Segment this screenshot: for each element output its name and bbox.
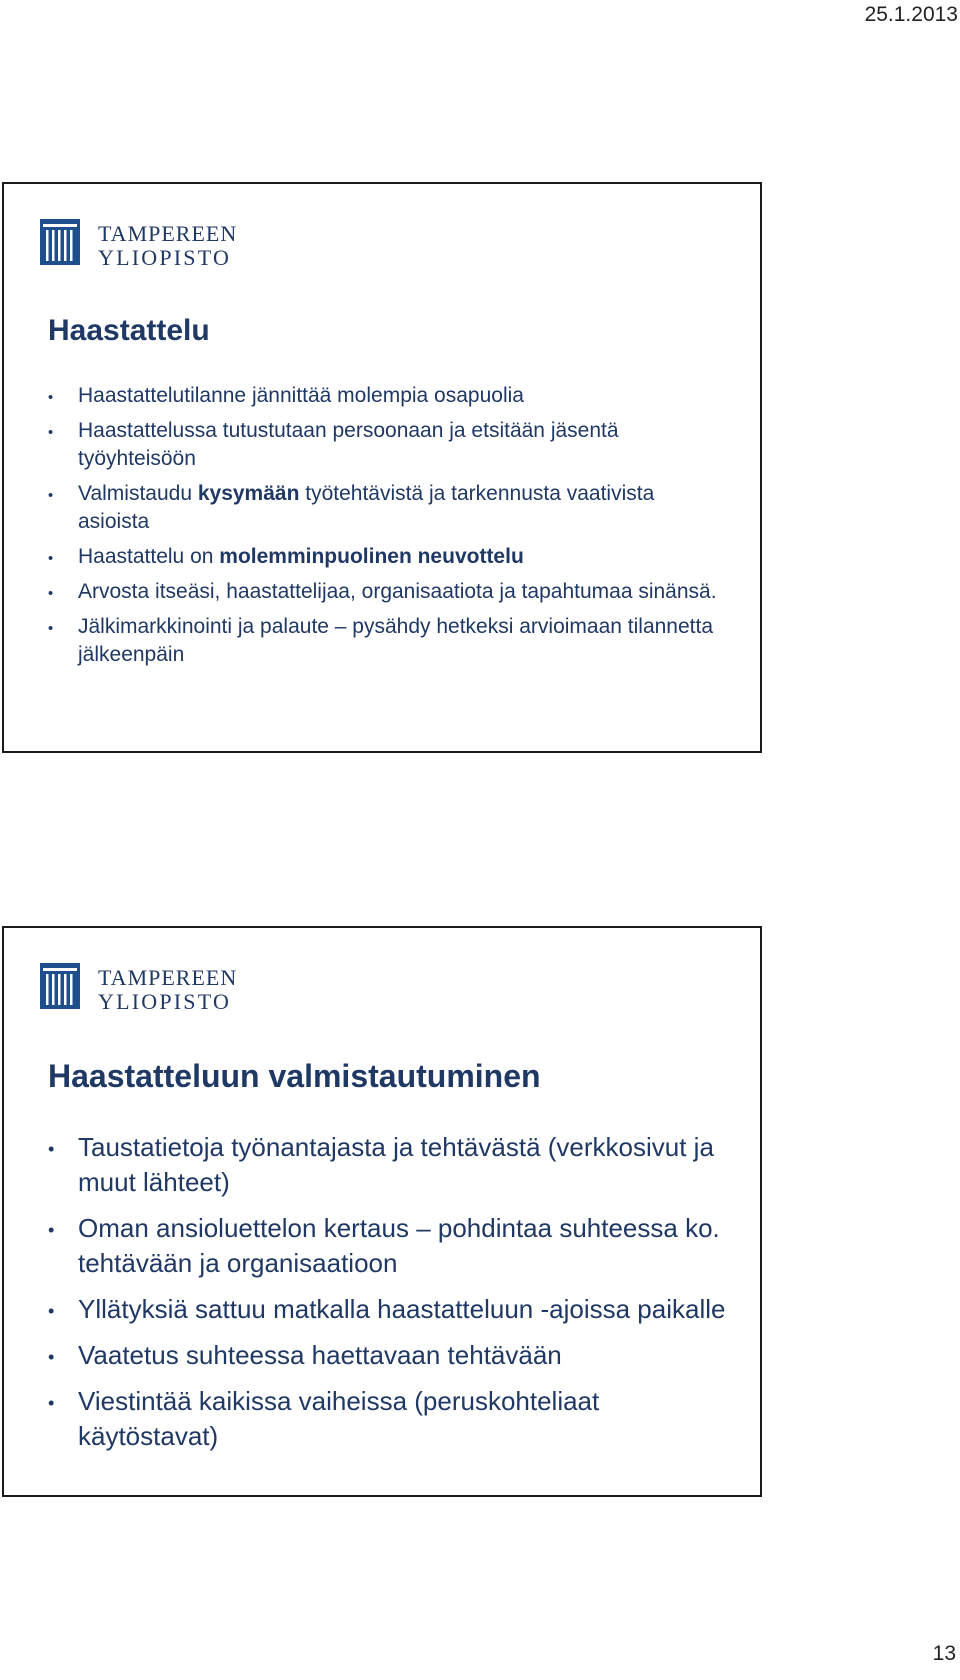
- list-item: • Haastattelussa tutustutaan persoonaan ja etsitään jäsentä työyhteisöön: [48, 419, 619, 470]
- bullet-icon: •: [48, 1347, 55, 1367]
- logo-line2: YLIOPISTO: [98, 989, 232, 1011]
- bullet-icon: •: [48, 621, 54, 637]
- list-item: • Haastattelutilanne jännittää molempia osapuolia: [48, 382, 730, 410]
- bullet-icon: •: [48, 1220, 55, 1240]
- list-item: • Yllätyksiä sattuu matkalla haastatteluun -ajoissa paikalle: [48, 1292, 730, 1327]
- university-logo: [40, 219, 280, 267]
- list-item: • Oman ansioluettelon kertaus – pohdintaa suhteessa ko. tehtävään ja organisaatioon: [48, 1213, 720, 1278]
- logo-line1: TAMPEREEN: [98, 221, 238, 246]
- page-number: 13: [932, 1642, 956, 1665]
- bullet-list: [48, 1130, 730, 1465]
- bullet-icon: •: [48, 1139, 55, 1159]
- list-item: • Vaatetus suhteessa haettavaan tehtävään: [48, 1338, 730, 1373]
- bullet-icon: •: [48, 586, 54, 602]
- university-logo: [40, 963, 280, 1011]
- bullet-list: [48, 382, 730, 676]
- slide-haastattelu: [2, 182, 762, 753]
- slide-title: Haastattelu: [48, 314, 210, 347]
- list-item: • Haastattelu on molemminpuolinen neuvottelu: [48, 543, 730, 571]
- slide-haastatteluun-valmistautuminen: [2, 926, 762, 1497]
- bullet-icon: •: [48, 488, 54, 504]
- bullet-icon: •: [48, 1301, 55, 1321]
- logo-line2: YLIOPISTO: [98, 245, 232, 267]
- page-date: 25.1.2013: [864, 3, 958, 26]
- bullet-icon: •: [48, 551, 54, 567]
- list-item: • Valmistaudu kysymään työtehtävistä ja tarkennusta vaativista asioista: [48, 482, 655, 533]
- logo-line1: TAMPEREEN: [98, 965, 238, 990]
- slide-title: Haastatteluun valmistautuminen: [48, 1058, 541, 1094]
- bullet-icon: •: [48, 425, 54, 441]
- list-item: • Taustatietoja työnantajasta ja tehtävästä (verkkosivut ja muut lähteet): [48, 1132, 714, 1197]
- bullet-icon: •: [48, 390, 54, 406]
- list-item: • Jälkimarkkinointi ja palaute – pysähdy hetkeksi arvioimaan tilannetta jälkeenpäin: [48, 615, 714, 666]
- list-item: • Viestintää kaikissa vaiheissa (peruskohteliaat käytöstavat): [48, 1386, 600, 1451]
- list-item: • Arvosta itseäsi, haastattelijaa, organisaatiota ja tapahtumaa sinänsä.: [48, 578, 730, 606]
- bullet-icon: •: [48, 1393, 55, 1413]
